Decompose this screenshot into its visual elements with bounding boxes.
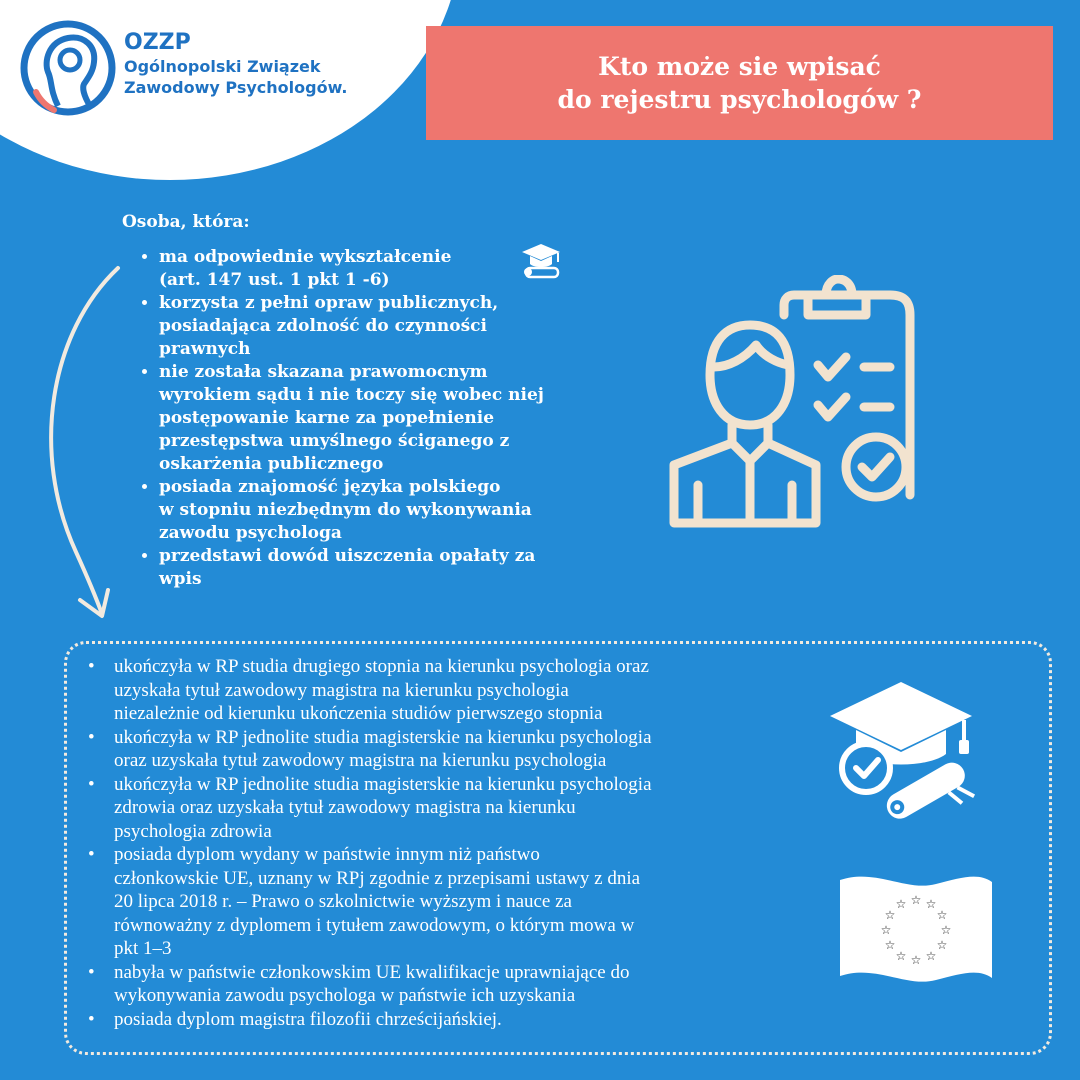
education-line: • ukończyła w RP jednolite studia magisterskie na kierunku psychologia [114, 773, 652, 795]
title-line-2: do rejestru psychologów ? [557, 85, 922, 114]
education-item [114, 843, 804, 961]
person-checklist-icon [668, 275, 918, 535]
eu-flag-icon [836, 870, 996, 992]
eu-star-icon: ☆ [925, 949, 937, 963]
education-line: wykonywania zawodu psychologa w państwie ich uzyskania [114, 985, 576, 1006]
requirement-item [159, 476, 629, 545]
education-line: niezależnie od kierunku ukończenia studiów pierwszego stopnia [114, 703, 603, 724]
education-item [114, 1008, 804, 1032]
education-line: • nabyła w państwie członkowskim UE kwalifikacje uprawniające do [114, 961, 630, 983]
education-line: oraz uzyskała tytuł zawodowy magistra na kierunku psychologia [114, 750, 607, 771]
education-line: uzyskała tytuł zawodowy magistra na kierunku psychologia [114, 679, 569, 701]
eu-star-icon: ☆ [880, 923, 892, 937]
eu-star-icon: ☆ [895, 949, 907, 963]
education-line: równoważny z dyplomem i tytułem zawodowym, o którym mowa w [114, 914, 635, 936]
requirement-line: • przedstawi dowód uiszczenia opałaty za [159, 546, 536, 566]
org-abbreviation: OZZP [124, 30, 191, 55]
eu-star-icon: ☆ [895, 897, 907, 911]
education-line: zdrowia oraz uzyskała tytuł zawodowy magistra na kierunku [114, 797, 576, 818]
education-line: • posiada dyplom wydany w państwie innym niż państwo [114, 844, 540, 865]
education-line: członkowskie UE, uznany w RPj zgodnie z przepisami ustawy z dnia [114, 867, 641, 889]
org-name-line-1: Ogólnopolski Związek [124, 57, 321, 76]
eu-star-icon: ☆ [884, 938, 896, 952]
requirement-line: (art. 147 ust. 1 pkt 1 -6) [159, 270, 390, 290]
requirements-list [137, 246, 629, 591]
requirement-line: oskarżenia publicznego [159, 454, 384, 474]
requirement-line: wyrokiem sądu i nie toczy się wobec niej [159, 385, 544, 405]
education-item [114, 961, 804, 1008]
requirement-line: • posiada znajomość języka polskiego [159, 477, 501, 497]
requirement-line: przestępstwa umyślnego ściganego z [159, 431, 510, 451]
education-line: • posiada dyplom magistra filozofii chrześcijańskiej. [114, 1008, 502, 1030]
eu-star-icon: ☆ [940, 923, 952, 937]
eu-star-icon: ☆ [884, 908, 896, 922]
title-line-1: Kto może sie wpisać [598, 52, 881, 81]
requirement-line: posiadająca zdolność do czynności [159, 316, 487, 336]
education-line: psychologia zdrowia [114, 820, 272, 842]
graduation-cap-diploma-icon [518, 240, 564, 284]
intro-text: Osoba, która: [122, 212, 250, 232]
education-item [114, 773, 804, 844]
education-item [114, 726, 804, 773]
title-banner [426, 26, 1053, 140]
requirement-line: • nie została skazana prawomocnym [159, 362, 488, 382]
education-line: pkt 1–3 [114, 938, 172, 959]
psychologist-head-logo-icon [18, 18, 118, 118]
education-line: • ukończyła w RP jednolite studia magisterskie na kierunku psychologia [114, 726, 652, 748]
education-line: 20 lipca 2018 r. – Prawo o szkolnictwie wyższym i nauce za [114, 891, 572, 912]
education-list [114, 655, 804, 1031]
page-title [558, 50, 922, 116]
requirement-line: wpis [159, 569, 202, 589]
eu-star-icon: ☆ [936, 938, 948, 952]
org-name-line-2: Zawodowy Psychologów. [124, 78, 348, 97]
requirement-line: w stopniu niezbędnym do wykonywania [159, 500, 532, 520]
requirement-item [159, 361, 629, 476]
education-line: • ukończyła w RP studia drugiego stopnia na kierunku psychologia oraz [114, 656, 649, 677]
requirement-line: • korzysta z pełni opraw publicznych, [159, 293, 499, 313]
requirement-line: zawodu psychologa [159, 523, 342, 543]
organization-name [124, 30, 347, 98]
requirement-line: prawnych [159, 339, 251, 359]
requirement-line: postępowanie karne za popełnienie [159, 408, 495, 428]
requirement-line: • ma odpowiednie wykształcenie [159, 247, 452, 267]
education-item [114, 655, 804, 726]
eu-star-icon: ☆ [936, 908, 948, 922]
requirement-item [159, 545, 629, 591]
eu-star-icon: ☆ [910, 953, 922, 967]
graduation-cap-diploma-check-icon [826, 676, 976, 826]
requirement-item [159, 292, 629, 361]
eu-star-icon: ☆ [925, 897, 937, 911]
curved-arrow-icon [40, 262, 150, 632]
eu-star-icon: ☆ [910, 893, 922, 907]
